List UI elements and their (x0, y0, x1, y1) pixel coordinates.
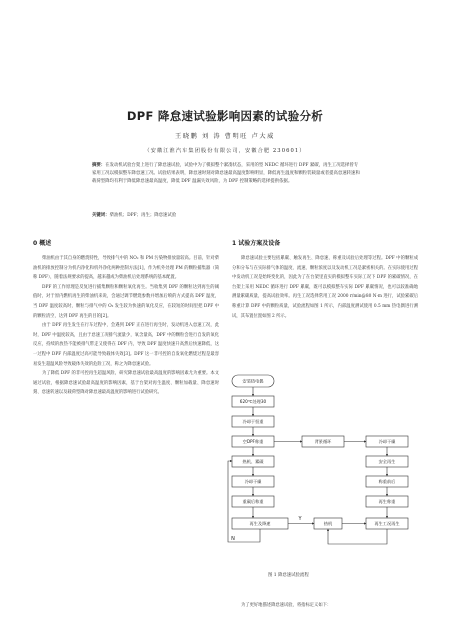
left-paragraph: 由于 DPF 再生发生在行车过程中，会遇到 DPF 正在进行再生时，发动机进入怠速工况，此时，DPF 中温度较高，且由于怠速工况排气流量少，氧含量高，DPF 中的颗粒会进行自发的氧化反应，持续的放热不能被排气带走又使得在 DPF 内，导致 DPF 温度快速升高然后快速降低，这一过程中 DPF 内部温度过高可能导致载体失效[3]。DPF 这一非可控的自发氧化燃烧过程是最容易发生超温风险导致载体失效的危险工况，称之为降怠速试验。 (33, 323, 219, 367)
flow-label: 热机、累碳 (242, 459, 264, 464)
flow-label: 再生及降速 (249, 521, 271, 526)
paper-title: DPF 降怠速试验影响因素的试验分析 (126, 109, 324, 123)
flow-label: 背景循环 (314, 439, 332, 444)
flow-label: 冷却于恒重 (242, 419, 264, 424)
flow-label: 安装热电偶 (242, 378, 264, 384)
flow-label: 安全再生 (378, 459, 396, 464)
figure-1-flowchart (226, 372, 426, 570)
section-heading-0: 0 概述 (33, 240, 52, 247)
flow-label: 称重前后 (378, 479, 396, 484)
keywords-block (92, 212, 360, 218)
paper-affiliation: （安徽江淮汽车集团股份有限公司，安徽合肥 230601） (144, 148, 306, 154)
abstract-block (92, 162, 360, 187)
flow-label: 620℃处理30 (239, 399, 267, 404)
paper-authors: 王晓鹏 刘 涛 曹明旺 卢大威 (175, 133, 275, 140)
flow-label: 空DPF称重 (242, 439, 264, 444)
keywords-label: 关键词： (92, 213, 110, 218)
right-column (232, 254, 418, 321)
flow-label: 重碳后称重 (242, 499, 264, 504)
right-paragraph: 降怠速试验主要包括累碳、触发再生、降怠速、称重及试验后处理等过程。DPF 中的颗粒成分和分布与在实际排气体的温度、流速、颗粒浓度以及发动机工况是紧密相关的。在实际使用过程中发动机工况是始终变化的，因此为了在台架里直实的模拟整车实际工况下 DPF 的累碳情况，在台架上采用 NEDC 循环进行 DPF 累碳，既可以模拟整车实际 DPF 累碳情况，也可以较准确地测量累碳质量，提高试验效率。再生工况选择常用工况 2000 r/min@80 N·m 进行，试验累碳后称重计算 DPF 中的颗粒质量，试验流程如图 1 所示，内部温度测试使用 0.5 mm 热电偶进行测试，其布置位置如图 2 所示。 (232, 256, 418, 319)
figure-1-caption: 图 1 降怠速试验流程 (268, 573, 309, 578)
abstract-text: 在发动机试验台架上进行了降怠速试验，试验中为了模拟整个紧凑状态，采用的型 NEDC 循环进行 DPF 紧碳，再生工况选择曾专家用工况以模拟整车降怠速工况。试验结果表明，降怠速时刻对降怠速最高温度影响明显，降低再生温度和颗粒装载量或者提高怠速转速和载荷型降均有利于降低降怠速最高温度，降低 DPF 温漏失效风险，为 DPF 控制策略的选择提供依据。 (92, 163, 360, 185)
flow-branch-label-y: Y (298, 516, 302, 522)
left-paragraph: 柴油机由于其自身的燃烧特性，导致排气中的 NOₓ 和 PM 污染物排放量较高。目前，针对柴油机的排放控制分为机内净化和机外净化两种控制方法[1]，作为机外处理 PM 的颗粒捕集器（简称 DPF），随着法规要求的提高，越来越成为柴油机后处理系统的基本配置。 (33, 256, 219, 281)
abstract-label: 摘要： (92, 163, 106, 168)
keywords-text: 柴油机；DPF；再生；降怠速试验 (109, 213, 177, 218)
flow-label: 热机 (323, 521, 333, 526)
flow-label: 再生称重 (378, 499, 396, 504)
right-tail-paragraph: 为了更好地描述降怠速试验，将指标定义如下： (241, 603, 332, 608)
flow-label: 再生工况再生 (374, 521, 400, 526)
left-paragraph: 为了降低 DPF 的非可控再生超温风险，研究降怠速试验最高温度的影响因素尤为重要。本文通过试验，根据降怠速试验最高温度的影响因素，基于台架对再生温度、颗粒加载量、降怠速时刻、怠速转速以及载荷型降对降怠速最高温度的影响进行试验研究。 (33, 371, 219, 396)
left-paragraph: DPF 的工作原理是反复进行捕集颗粒和颗粒氧化再生。当收集到 DPF 的颗粒达到再生的阈值时，对于原内燃机再生的柴油机来说，会通过调节燃烧参数并增加后喷的方式提高 DPF 温度，当 DPF 温度较高时，颗粒与排气中的 O₂ 发生较为快速的氧化反应，在较短的时间里把 DPF 中的颗粒清空，达到 DPF 再生的目的[2]。 (33, 284, 219, 319)
section-heading-1: 1 试验方案及设备 (232, 240, 281, 247)
flow-label: 冷却干燥 (244, 479, 262, 484)
left-column (33, 254, 219, 398)
flow-branch-label-n: N (231, 536, 235, 542)
flow-label: 冷却干燥 (378, 439, 396, 444)
